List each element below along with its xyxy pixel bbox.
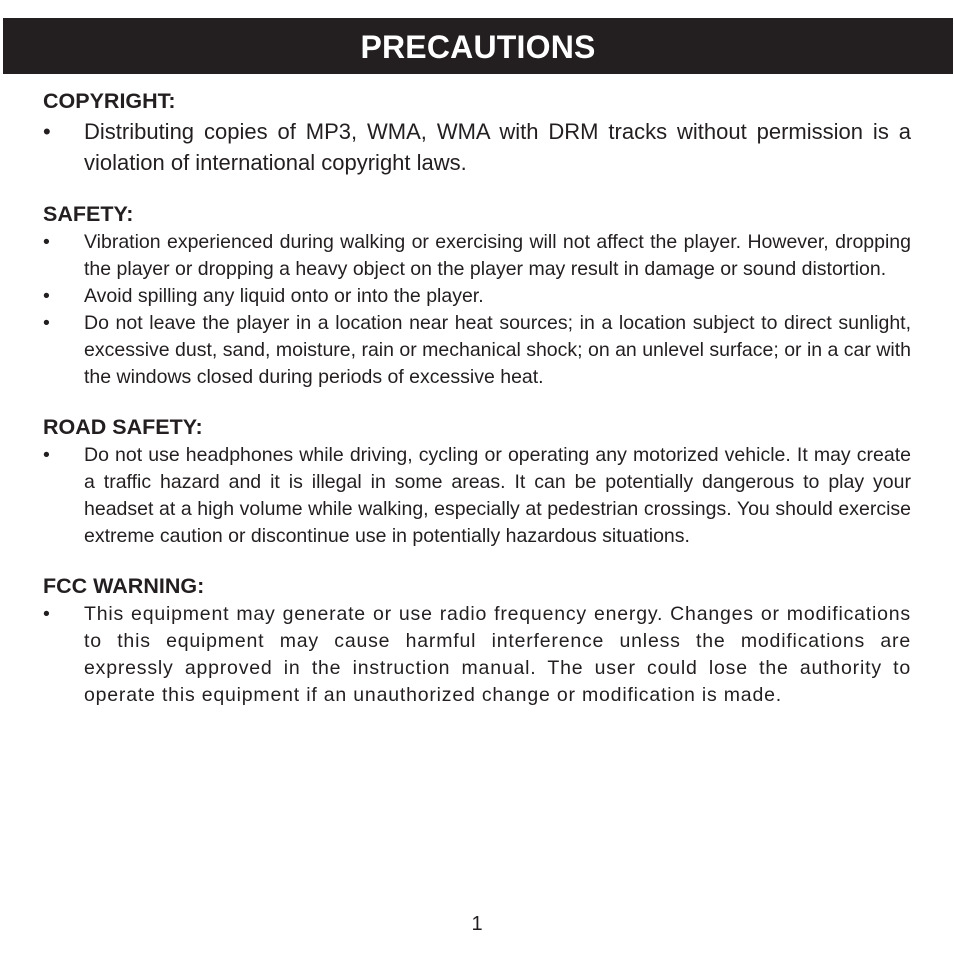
bullet-icon: • xyxy=(43,119,51,144)
list-item-text: Distributing copies of MP3, WMA, WMA with DRM tracks without permission is a violation of international copyright laws. xyxy=(84,119,911,175)
list-item xyxy=(43,229,911,283)
section-heading: FCC WARNING: xyxy=(43,574,205,598)
section-heading: COPYRIGHT: xyxy=(43,89,176,113)
page-title: PRECAUTIONS xyxy=(360,28,596,65)
bullet-icon: • xyxy=(43,285,50,307)
list-item-text: Do not leave the player in a location near heat sources; in a location subject to direct sunlight, excessive dust, sand, moisture, rain or mechanical shock; on an unlevel surface; or in a car with the windows closed during periods of excessive heat. xyxy=(84,312,911,388)
bullet-icon: • xyxy=(43,231,50,253)
bullet-list xyxy=(43,601,911,709)
document-body xyxy=(43,86,911,709)
list-item-text: Do not use headphones while driving, cycling or operating any motorized vehicle. It may create a traffic hazard and it is illegal in some areas. It can be potentially dangerous to play your headset at a high volume while walking, especially at pedestrian crossings. You should exercise extreme caution or discontinue use in potentially hazardous situations. xyxy=(84,444,911,547)
list-item xyxy=(43,601,911,709)
bullet-icon: • xyxy=(43,444,50,466)
section-heading: SAFETY: xyxy=(43,202,134,226)
list-item xyxy=(43,283,911,310)
section-safety xyxy=(43,199,911,391)
section-fcc-warning xyxy=(43,571,911,709)
list-item xyxy=(43,442,911,550)
list-item xyxy=(43,116,911,178)
bullet-icon: • xyxy=(43,312,50,334)
bullet-list xyxy=(43,442,911,550)
bullet-list xyxy=(43,116,911,178)
page-number: 1 xyxy=(471,913,483,935)
list-item-text: Vibration experienced during walking or exercising will not affect the player. However, dropping the player or dropping a heavy object on the player may result in damage or sound distortion. xyxy=(84,231,911,280)
bullet-list xyxy=(43,229,911,391)
section-road-safety xyxy=(43,412,911,550)
list-item-text: Avoid spilling any liquid onto or into the player. xyxy=(84,285,484,307)
list-item-text: This equipment may generate or use radio frequency energy. Changes or modifications to this equipment may cause harmful interference unless the modifications are expressly approved in the instruction manual. The user could lose the authority to operate this equipment if an unauthorized change or modification is made. xyxy=(84,603,911,706)
section-copyright xyxy=(43,86,911,178)
list-item xyxy=(43,310,911,391)
title-bar xyxy=(3,18,953,74)
bullet-icon: • xyxy=(43,603,50,625)
section-heading: ROAD SAFETY: xyxy=(43,415,203,439)
